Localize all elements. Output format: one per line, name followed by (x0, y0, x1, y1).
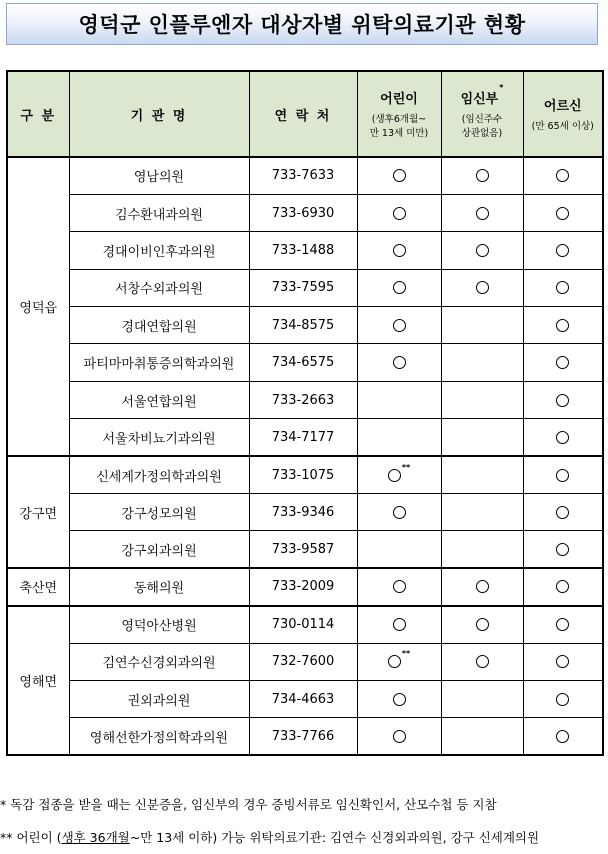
pregnant-availability-cell (441, 157, 523, 194)
child-availability-cell (357, 269, 441, 306)
child-availability-cell (357, 718, 441, 755)
senior-availability-cell (523, 344, 603, 381)
child-availability-cell (357, 419, 441, 456)
institution-name: 김연수신경외과의원 (69, 643, 249, 680)
pregnant-availability-cell (441, 568, 523, 605)
region-cell: 영덕읍 (7, 157, 69, 456)
header-pregnant-sub: (임신주수 상관없음) (461, 113, 503, 139)
table-row (7, 643, 603, 680)
child-availability-cell (357, 494, 441, 531)
table-header-row (7, 71, 603, 157)
institution-phone: 733-1075 (249, 456, 357, 493)
institution-phone: 733-1488 (249, 232, 357, 269)
header-child (357, 71, 441, 157)
child-availability-cell (357, 680, 441, 717)
footnote-1: * 독감 접종을 받을 때는 신분증을, 임신부의 경우 증빙서류로 임신확인서, 산모수첩 등 지참 (0, 797, 497, 812)
pregnant-availability-cell (441, 718, 523, 755)
institution-name: 강구외과의원 (69, 531, 249, 568)
available-circle-icon (556, 281, 569, 294)
senior-availability-cell (523, 568, 603, 605)
institution-phone: 732-7600 (249, 643, 357, 680)
available-circle-icon (393, 506, 406, 519)
available-circle-icon (393, 281, 406, 294)
pregnant-availability-cell (441, 232, 523, 269)
table-row (7, 494, 603, 531)
institution-phone: 734-6575 (249, 344, 357, 381)
page-title: 영덕군 인플루엔자 대상자별 위탁의료기관 현황 (6, 3, 598, 45)
institution-table (6, 70, 604, 756)
available-circle-icon (556, 543, 569, 556)
available-circle-icon (556, 730, 569, 743)
available-circle-icon (556, 356, 569, 369)
institution-phone: 733-9346 (249, 494, 357, 531)
header-senior (523, 71, 603, 157)
available-circle-icon (556, 618, 569, 631)
available-circle-icon (388, 655, 401, 668)
institution-phone: 733-9587 (249, 531, 357, 568)
available-circle-icon (393, 207, 406, 220)
available-circle-icon (393, 693, 406, 706)
senior-availability-cell (523, 232, 603, 269)
header-region: 구 분 (7, 71, 69, 157)
header-child-sub: (생후6개월~ 만 13세 미만) (369, 113, 429, 139)
institution-name: 경대연합의원 (69, 307, 249, 344)
available-circle-icon (556, 469, 569, 482)
pregnant-availability-cell (441, 531, 523, 568)
institution-name: 파티마마취통증의학과의원 (69, 344, 249, 381)
pregnant-availability-cell (441, 606, 523, 643)
available-circle-icon (556, 506, 569, 519)
child-availability-cell (357, 606, 441, 643)
header-senior-sub: (만 65세 이상) (531, 120, 594, 132)
header-contact: 연 락 처 (249, 71, 357, 157)
institution-phone: 733-7766 (249, 718, 357, 755)
pregnant-availability-cell (441, 643, 523, 680)
institution-phone: 734-4663 (249, 680, 357, 717)
institution-phone: 734-7177 (249, 419, 357, 456)
child-availability-cell (357, 194, 441, 231)
table-row (7, 568, 603, 605)
available-circle-icon (476, 655, 489, 668)
senior-availability-cell (523, 531, 603, 568)
institution-phone: 734-8575 (249, 307, 357, 344)
institution-phone: 733-2663 (249, 381, 357, 418)
child-availability-cell (357, 531, 441, 568)
senior-availability-cell (523, 307, 603, 344)
region-cell: 강구면 (7, 456, 69, 568)
available-circle-icon (393, 169, 406, 182)
institution-name: 동해의원 (69, 568, 249, 605)
pregnant-availability-cell (441, 381, 523, 418)
table-row (7, 680, 603, 717)
institution-phone: 733-2009 (249, 568, 357, 605)
table-row (7, 157, 603, 194)
child-availability-cell (357, 643, 441, 680)
footnotes (0, 788, 608, 854)
table-row (7, 344, 603, 381)
table-row (7, 606, 603, 643)
pregnant-availability-cell (441, 419, 523, 456)
table-row (7, 531, 603, 568)
child-availability-cell (357, 307, 441, 344)
senior-availability-cell (523, 269, 603, 306)
footnote-mark: ** (401, 649, 411, 659)
available-circle-icon (476, 207, 489, 220)
available-circle-icon (476, 580, 489, 593)
available-circle-icon (393, 319, 406, 332)
available-circle-icon (393, 580, 406, 593)
region-cell: 축산면 (7, 568, 69, 605)
institution-phone: 733-7595 (249, 269, 357, 306)
footnote-mark: ** (401, 462, 411, 472)
available-circle-icon (476, 618, 489, 631)
available-circle-icon (556, 169, 569, 182)
institution-name: 영남의원 (69, 157, 249, 194)
institution-name: 권외과의원 (69, 680, 249, 717)
available-circle-icon (556, 693, 569, 706)
footnote-2: ** 어린이 (생후 36개월~만 13세 이하) 가능 위탁의료기관: 김연수 신경외과의원, 강구 신세계의원 (0, 830, 540, 845)
available-circle-icon (556, 431, 569, 444)
pregnant-availability-cell (441, 344, 523, 381)
pregnant-availability-cell (441, 456, 523, 493)
pregnant-availability-cell (441, 269, 523, 306)
available-circle-icon (556, 394, 569, 407)
institution-phone: 730-0114 (249, 606, 357, 643)
table-row (7, 269, 603, 306)
region-group (7, 606, 603, 756)
institution-name: 서울차비뇨기과의원 (69, 419, 249, 456)
institution-phone: 733-7633 (249, 157, 357, 194)
child-availability-cell (357, 344, 441, 381)
pregnant-availability-cell (441, 494, 523, 531)
child-availability-cell (357, 456, 441, 493)
available-circle-icon (556, 244, 569, 257)
available-circle-icon (556, 580, 569, 593)
available-circle-icon (476, 244, 489, 257)
available-circle-icon (476, 169, 489, 182)
senior-availability-cell (523, 157, 603, 194)
available-circle-icon (556, 655, 569, 668)
available-circle-icon (556, 207, 569, 220)
institution-name: 서울연합의원 (69, 381, 249, 418)
senior-availability-cell (523, 456, 603, 493)
institution-name: 김수환내과의원 (69, 194, 249, 231)
table-row (7, 456, 603, 493)
region-group (7, 456, 603, 568)
available-circle-icon (393, 244, 406, 257)
header-child-label: 어린이 (380, 91, 418, 107)
child-availability-cell (357, 381, 441, 418)
table-row (7, 419, 603, 456)
institution-phone: 733-6930 (249, 194, 357, 231)
available-circle-icon (393, 356, 406, 369)
senior-availability-cell (523, 381, 603, 418)
institution-name: 영덕아산병원 (69, 606, 249, 643)
table-row (7, 232, 603, 269)
available-circle-icon (476, 281, 489, 294)
available-circle-icon (556, 319, 569, 332)
child-availability-cell (357, 157, 441, 194)
available-circle-icon (393, 730, 406, 743)
senior-availability-cell (523, 494, 603, 531)
pregnant-availability-cell (441, 680, 523, 717)
header-pregnant (441, 71, 523, 157)
pregnant-availability-cell (441, 307, 523, 344)
institution-name: 경대이비인후과의원 (69, 232, 249, 269)
institution-name: 서창수외과의원 (69, 269, 249, 306)
institution-name: 영해선한가정의학과의원 (69, 718, 249, 755)
senior-availability-cell (523, 194, 603, 231)
senior-availability-cell (523, 606, 603, 643)
region-cell: 영해면 (7, 606, 69, 756)
header-senior-label: 어르신 (543, 98, 582, 114)
table-row (7, 381, 603, 418)
senior-availability-cell (523, 680, 603, 717)
senior-availability-cell (523, 643, 603, 680)
region-group (7, 568, 603, 605)
available-circle-icon (388, 469, 401, 482)
table-row (7, 307, 603, 344)
header-institution: 기 관 명 (69, 71, 249, 157)
child-availability-cell (357, 232, 441, 269)
table-row (7, 194, 603, 231)
institution-name: 신세계가정의학과의원 (69, 456, 249, 493)
pregnant-availability-cell (441, 194, 523, 231)
child-availability-cell (357, 568, 441, 605)
header-pregnant-label: 임신부* (460, 82, 504, 107)
senior-availability-cell (523, 718, 603, 755)
region-group (7, 157, 603, 456)
senior-availability-cell (523, 419, 603, 456)
table-row (7, 718, 603, 755)
institution-name: 강구성모의원 (69, 494, 249, 531)
available-circle-icon (393, 618, 406, 631)
